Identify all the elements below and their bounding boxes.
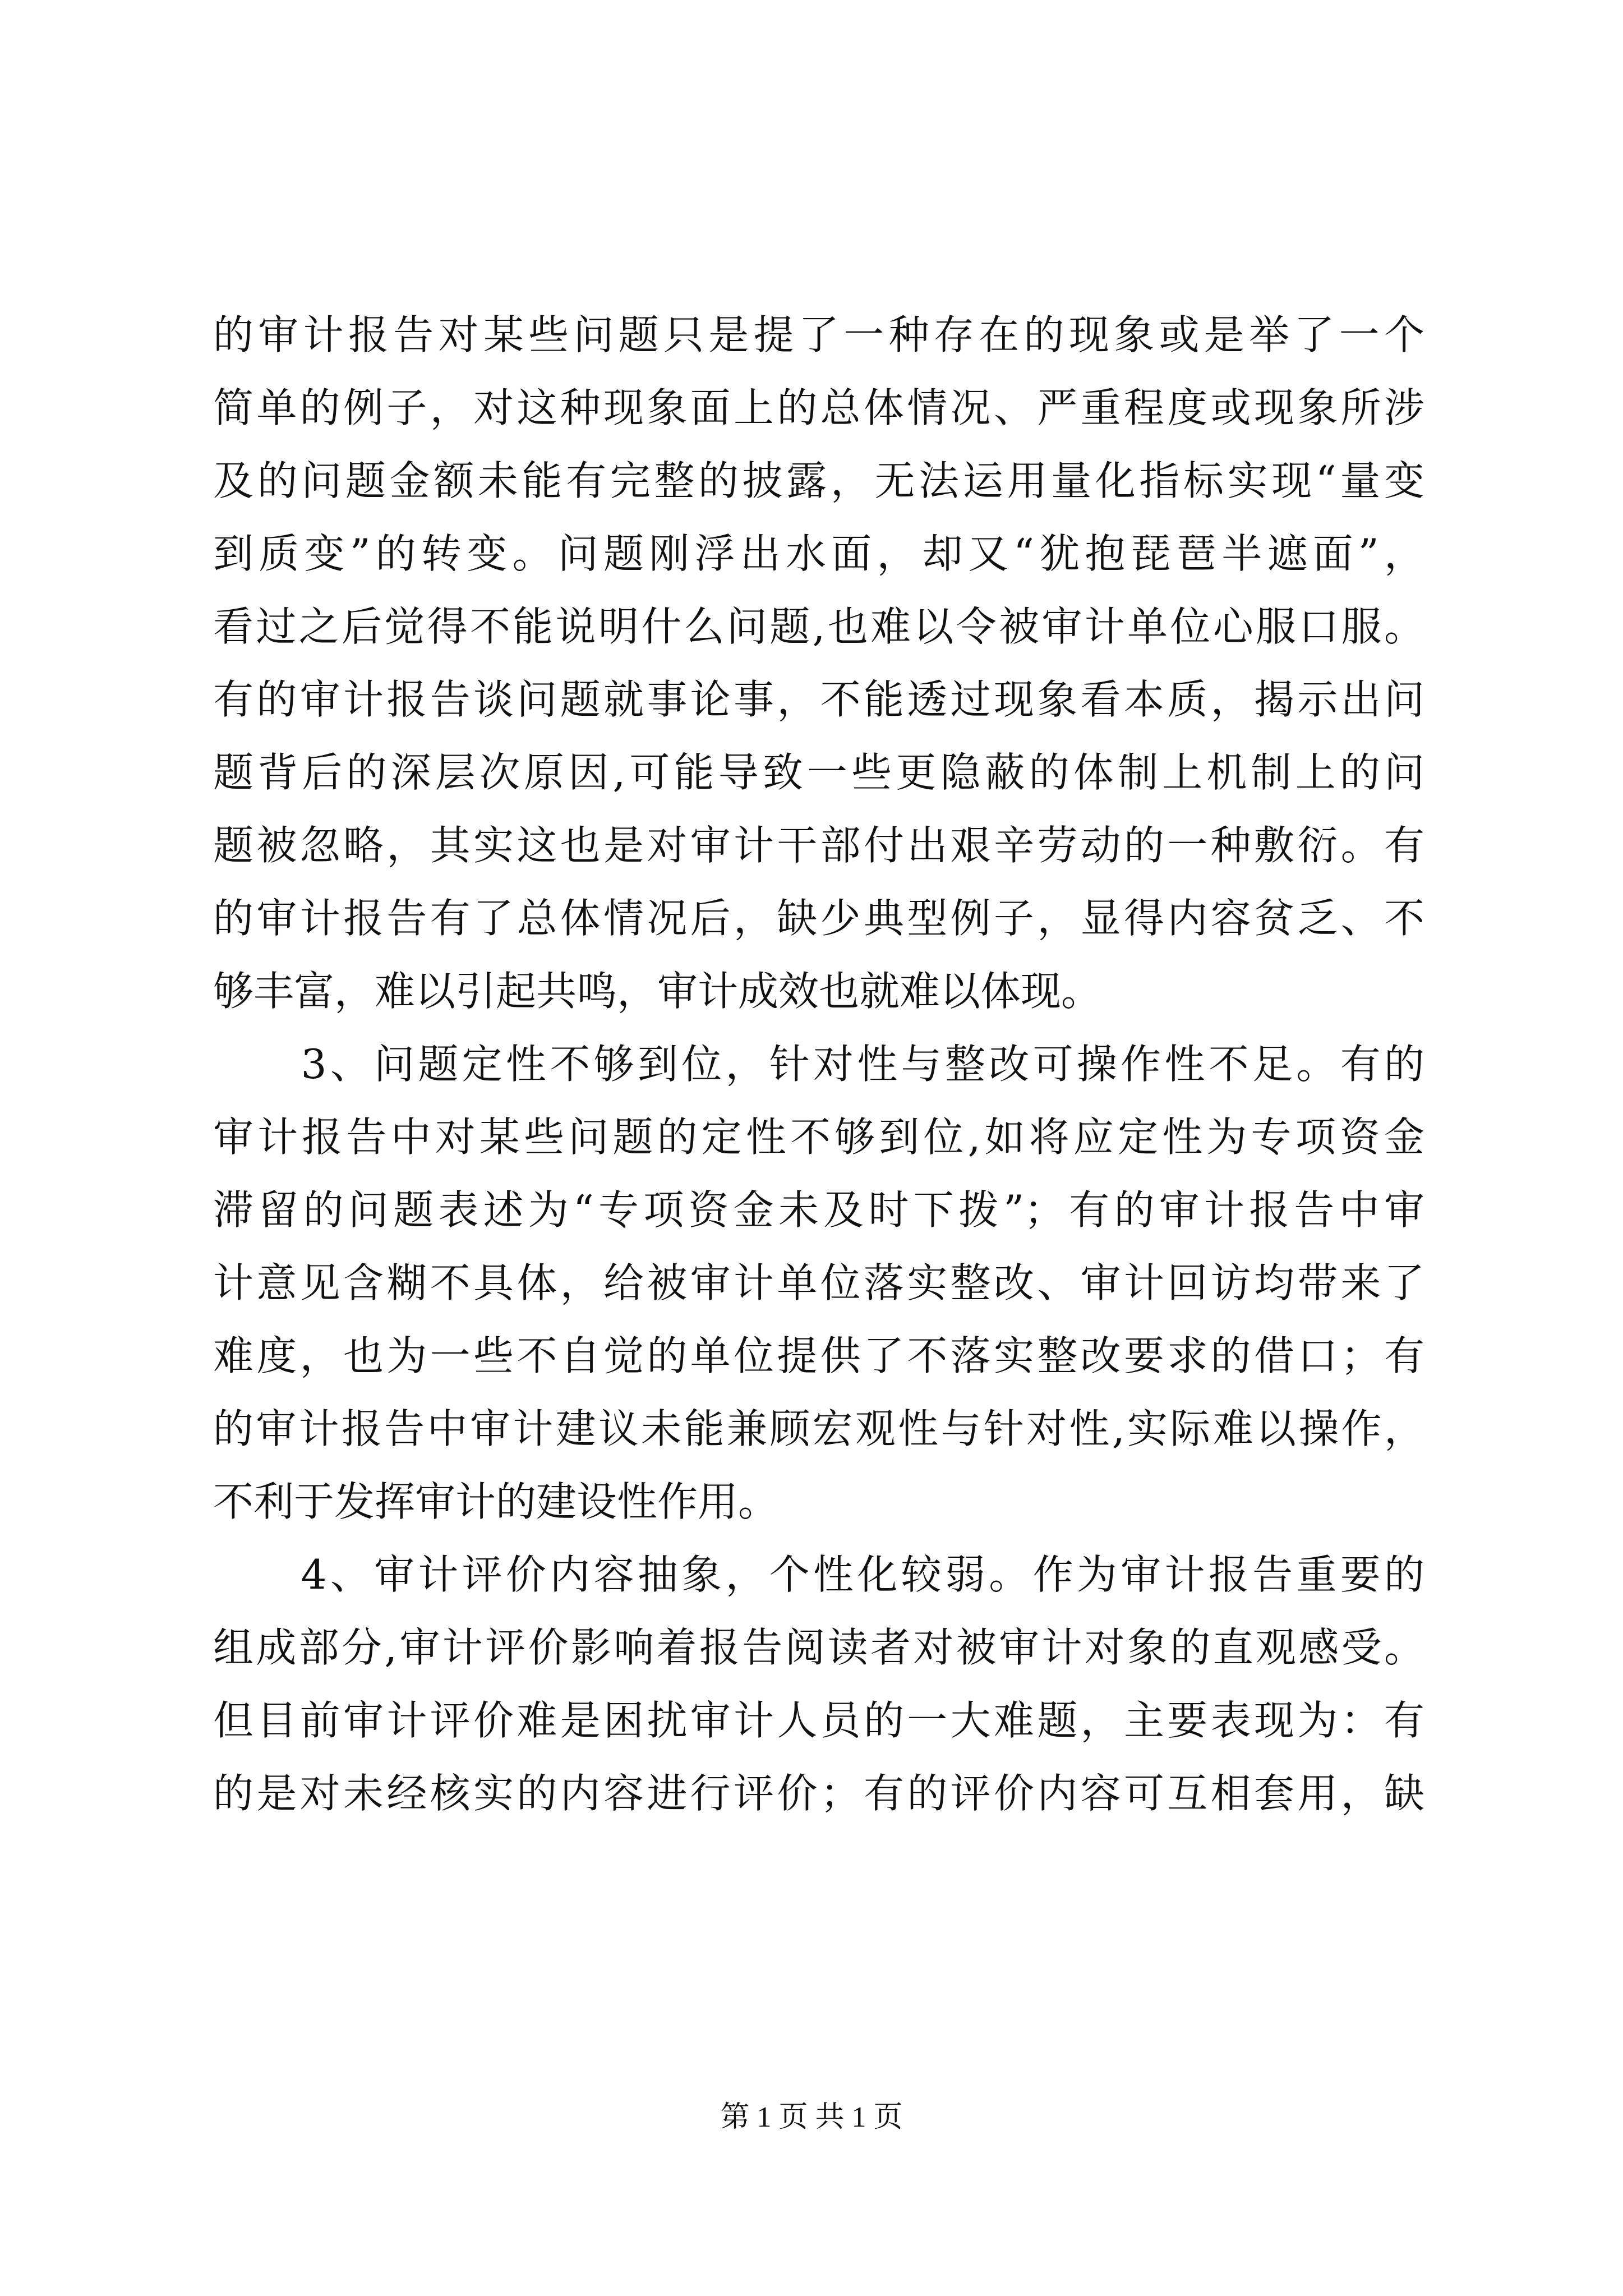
body-text: [213, 298, 1424, 1830]
text-line: 的审计报告对某些问题只是提了一种存在的现象或是举了一个: [213, 311, 1424, 358]
text-line: 及的问题金额未能有完整的披露，无法运用量化指标实现“量变: [213, 457, 1424, 504]
text-line: 3、问题定性不够到位，针对性与整改可操作性不足。有的: [213, 1041, 1424, 1088]
text-line: 的审计报告有了总体情况后，缺少典型例子，显得内容贫乏、不: [213, 895, 1424, 942]
text-line: 组成部分,审计评价影响着报告阅读者对被审计对象的直观感受。: [213, 1624, 1424, 1671]
text-line: 够丰富，难以引起共鸣，审计成效也就难以体现。: [213, 968, 1102, 1015]
text-line: 看过之后觉得不能说明什么问题,也难以令被审计单位心服口服。: [213, 603, 1424, 650]
text-line: 有的审计报告谈问题就事论事，不能透过现象看本质，揭示出问: [213, 676, 1424, 723]
text-line: 的审计报告中审计建议未能兼顾宏观性与针对性,实际难以操作，: [213, 1405, 1424, 1452]
text-line: 的是对未经核实的内容进行评价；有的评价内容可互相套用，缺: [213, 1770, 1424, 1817]
text-line: 简单的例子，对这种现象面上的总体情况、严重程度或现象所涉: [213, 384, 1424, 431]
text-line: 计意见含糊不具体，给被审计单位落实整改、审计回访均带来了: [213, 1259, 1424, 1306]
page-footer: 第 1 页 共 1 页: [720, 2101, 903, 2133]
text-line: 4、审计评价内容抽象，个性化较弱。作为审计报告重要的: [213, 1551, 1424, 1598]
text-line: 审计报告中对某些问题的定性不够到位,如将应定性为专项资金: [213, 1114, 1424, 1161]
text-line: 但目前审计评价难是困扰审计人员的一大难题，主要表现为：有: [213, 1697, 1424, 1744]
text-line: 滞留的问题表述为“专项资金未及时下拨”；有的审计报告中审: [213, 1186, 1424, 1234]
text-line: 题被忽略，其实这也是对审计干部付出艰辛劳动的一种敷衍。有: [213, 822, 1424, 869]
text-line: 不利于发挥审计的建设性作用。: [213, 1478, 779, 1525]
text-line: 到质变”的转变。问题刚浮出水面，却又“犹抱琵琶半遮面”，: [213, 530, 1424, 577]
text-line: 难度，也为一些不自觉的单位提供了不落实整改要求的借口；有: [213, 1332, 1424, 1379]
text-line: 题背后的深层次原因,可能导致一些更隐蔽的体制上机制上的问: [213, 749, 1424, 796]
